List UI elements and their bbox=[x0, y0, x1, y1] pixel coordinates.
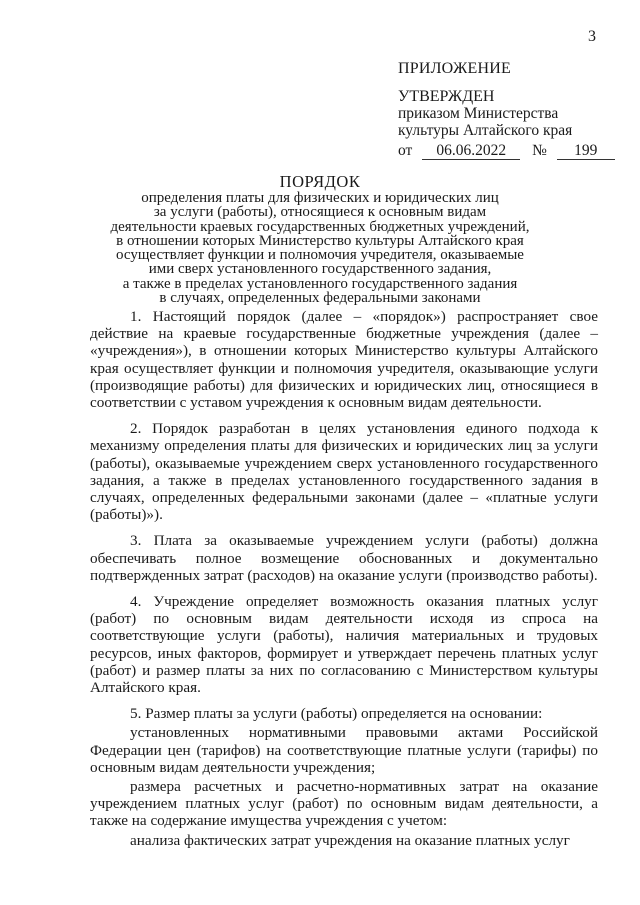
subtitle-line: определения платы для физических и юридических лиц bbox=[141, 190, 499, 206]
appendix-label: ПРИЛОЖЕНИЕ bbox=[398, 60, 512, 77]
approved-label: УТВЕРЖДЕН bbox=[398, 88, 495, 105]
paragraph-3: 3. Плата за оказываемые учреждением услуги (работы) должна обеспечивать полное возмещение обоснованных и документально подтвержденных затрат (расходов) на оказание услуги (производство работы). bbox=[90, 532, 598, 584]
approval-block bbox=[398, 60, 615, 160]
paragraph-1: 1. Настоящий порядок (далее – «порядок») распространяет свое действие на краевые государственные бюджетные учреждения (далее – «учреждения»), в отношении которых Министерство культуры Алтайского края осуществляет функции и полномочия учредителя, оказывающие услуги (производящие работы) для физических и юридических лиц, относящиеся в соответствии с уставом учреждения к основным видам деятельности. bbox=[90, 308, 598, 412]
order-date-number-line bbox=[398, 142, 615, 160]
paragraph-5-item-2: размера расчетных и расчетно-нормативных затрат на оказание учреждением платных услуг (работ) по основным видам деятельности, а также на содержание имущества учреждения с учетом: bbox=[90, 778, 598, 830]
page-number: 3 bbox=[588, 28, 596, 45]
subtitle-line: а также в пределах установленного государственного задания bbox=[122, 275, 518, 292]
document-title: ПОРЯДОК bbox=[279, 172, 361, 191]
paragraph-5-item-1: установленных нормативными правовыми актами Российской Федерации цен (тарифов) на соответствующие платные услуги (тарифы) по основным видам деятельности учреждения; bbox=[90, 724, 598, 776]
subtitle-line: в отношении которых Министерство культуры Алтайского края bbox=[116, 232, 524, 249]
paragraph-4: 4. Учреждение определяет возможность оказания платных услуг (работ) по основным видам деятельности исходя из спроса на соответствующие услуги (работы), наличия материальных и трудовых ресурсов, иных факторов, формирует и утверждает перечень платных услуг (работ) и размер платы за них по согласованию с Министерством культуры Алтайского края. bbox=[90, 593, 598, 697]
document-body bbox=[90, 308, 598, 851]
subtitle-line: осуществляет функции и полномочия учредителя, оказываемые bbox=[116, 247, 524, 264]
order-line-1: приказом Министерства bbox=[398, 105, 559, 122]
order-number: 199 bbox=[557, 143, 615, 160]
subtitle-line: за услуги (работы), относящиеся к основным видам bbox=[153, 204, 487, 221]
subtitle-line: в случаях, определенных федеральными законами bbox=[159, 290, 481, 307]
subtitle-line: ими сверх установленного государственного задания, bbox=[148, 261, 492, 278]
from-label: от bbox=[398, 142, 413, 159]
order-line-2: культуры Алтайского края bbox=[398, 122, 573, 139]
number-sign: № bbox=[532, 142, 547, 159]
paragraph-5-subitem-1: анализа фактических затрат учреждения на оказание платных услуг bbox=[130, 831, 570, 849]
title-block bbox=[90, 172, 550, 305]
order-date: 06.06.2022 bbox=[422, 143, 520, 160]
paragraph-5: 5. Размер платы за услуги (работы) определяется на основании: bbox=[130, 705, 543, 723]
paragraph-2: 2. Порядок разработан в целях установления единого подхода к механизму определения платы для физических и юридических лиц за услуги (работы), оказываемые учреждением сверх установленного государственного задания, а также в пределах установленного государственного задания в случаях, определенных федеральными законами (далее – «платные услуги (работы)»). bbox=[90, 420, 598, 524]
subtitle-line: деятельности краевых государственных бюджетных учреждений, bbox=[110, 218, 530, 235]
